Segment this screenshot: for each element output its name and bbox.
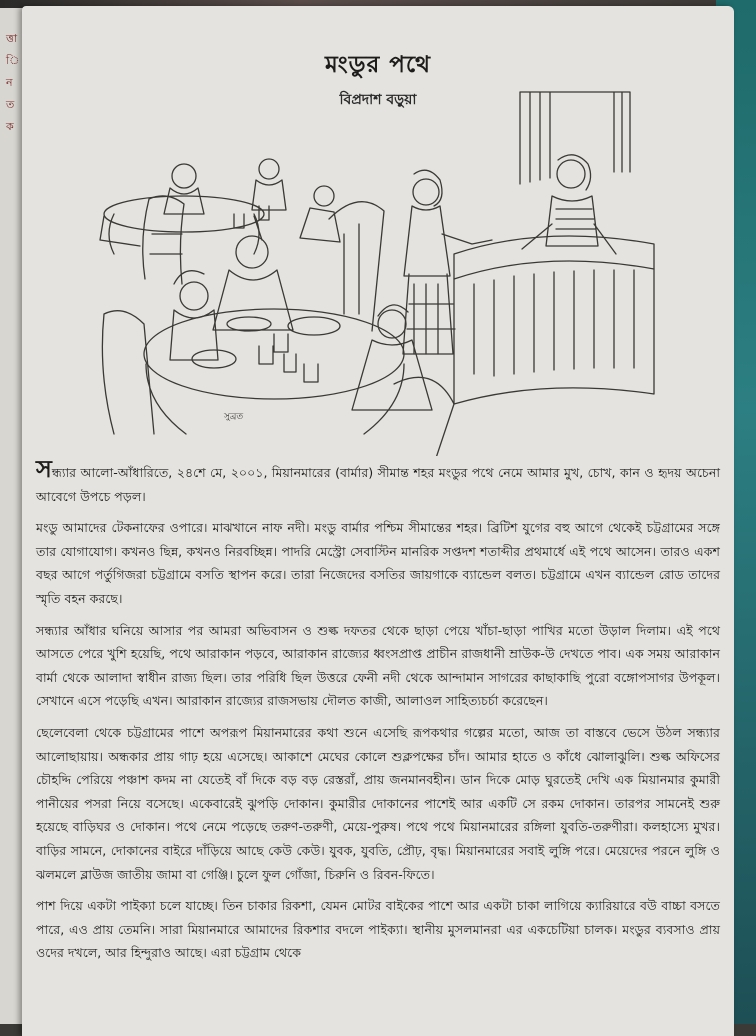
prev-mark: ত <box>6 98 15 111</box>
book-page <box>22 6 734 1036</box>
prev-mark: ক <box>6 120 14 133</box>
paragraph: পাশ দিয়ে একটা পাইক্যা চলে যাচ্ছে। তিন চাকার রিকশা, যেমন মোটর বাইকের পাশে আর একটা চাকা লাগিয়ে ক্যারিয়ারে বউ বাচ্চা বসতে পারে, এও প্রায় তেমনি। সারা মিয়ানমারে আমাদের রিকশার বদলে পাইক্যা। স্থানীয় মুসলমানরা এর একচেটিয়া চালক। মংডুর ব্যবসাও প্রায় ওদের দখলে, আর হিন্দুরাও আছে। এরা চট্টগ্রাম থেকে <box>36 898 720 961</box>
restaurant-illustration <box>74 84 656 456</box>
paragraph <box>36 455 720 508</box>
prev-mark: ি <box>6 54 20 67</box>
illustration-signature: সুব্রত <box>224 412 244 422</box>
author-name: বিপ্রদাশ বড়ুয়া <box>339 92 417 108</box>
paragraph: ছেলেবেলা থেকে চট্টগ্রামের পাশে অপরূপ মিয়ানমারের কথা শুনে এসেছি রূপকথার গল্পের মতো, আজ তা বাস্তবে ভেসে উঠল সন্ধ্যার আলোছায়ায়। অন্ধকার প্রায় গাঢ় হয়ে এসেছে। আকাশে মেঘের কোলে শুক্লপক্ষের চাঁদ। আমার হাতে ও কাঁধে ঝোলাঝুলি। শুল্ক অফিসের চৌহদ্দি পেরিয়ে পঞ্চাশ কদম না যেতেই বাঁ দিকে বড় বড় রেস্তরাঁ, প্রায় জনমানবহীন। ডান দিকে মোড় ঘুরতেই দেখি এক মিয়ানমার কুমারী পানীয়ের পসরা নিয়ে বসেছে। একেবারেই ঝুপড়ি দোকান। কুমারীর দোকানের পাশেই আর একটি সে রকম দোকান। তারপর সামনেই শুরু হয়েছে বাড়িঘর ও দোকান। পথে নেমে পড়েছে তরুণ-তরুণী, মেয়ে-পুরুষ। পথে পথে মিয়ানমারের রঙ্গিলা যুবতি-তরুণীরা। কলহাস্যে মুখর। বাড়ির সামনে, দোকানের বাইরে দাঁড়িয়ে আছে কেউ কেউ। যুবক, যুবতি, প্রৌঢ়, বৃদ্ধ। মিয়ানমারের সবাই লুঙ্গি পরে। মেয়েদের পরনে লুঙ্গি ও ঝলমলে ব্লাউজ জাতীয় জামা বা গেঞ্জি। চুলে ফুল গোঁজা, চিরুনি ও রিবন-ফিতে। <box>36 724 720 882</box>
prev-mark: ত্তা <box>6 32 18 45</box>
paragraph: সন্ধ্যার আঁধার ঘনিয়ে আসার পর আমরা অভিবাসন ও শুল্ক দফতর থেকে ছাড়া পেয়ে খাঁচা-ছাড়া পাখির মতো উড়াল দিলাম। এই পথে আসতে পেরে খুশি হয়েছি, পথে আরাকান পড়বে, আরাকান রাজ্যের ধ্বংসপ্রাপ্ত প্রাচীন রাজধানী ম্রাউক-উ দেখতে পাব। এক সময় আরাকান বার্মা থেকে আলাদা স্বাধীন রাজ্য ছিল। তার পরিধি ছিল উত্তরে ফেনী নদী থেকে আন্দামান সাগরের কাছাকাছি পুরো বঙ্গোপসাগর উপকূল। সেখানে এসে পড়েছি এখন। আরাকান রাজ্যের রাজসভায় দৌলত কাজী, আলাওল সাহিত্যচর্চা করেছেন। <box>36 622 720 709</box>
article-body <box>36 455 720 973</box>
drop-cap: স <box>36 455 52 483</box>
prev-mark: ন <box>6 76 13 89</box>
paragraph: মংডু আমাদের টেকনাফের ওপারে। মাঝখানে নাফ নদী। মংডু বার্মার পশ্চিম সীমান্তের শহর। ব্রিটিশ যুগের বহু আগে থেকেই চট্টগ্রামের সঙ্গে তার যোগাযোগ। কখনও ছিন্ন, কখনও নিরবচ্ছিন্ন। পাদরি মেস্ট্রো সেবাস্টিন মানরিক সপ্তদশ শতাব্দীর প্রথমার্ধে এই পথে আসেন। তারও একশ বছর আগে পর্তুগিজরা চট্টগ্রামে বসতি স্থাপন করে। তারা নিজেদের বসতির জায়গাকে ব্যান্ডেল বলত। চট্টগ্রামে এখন ব্যান্ডেল রোড তাদের স্মৃতি বহন করছে। <box>36 520 720 606</box>
paragraph-text: ন্ধ্যার আলো-আঁধারিতে, ২৪শে মে, ২০০১, মিয়ানমারের (বার্মার) সীমান্ত শহর মংডুর পথে নেমে আমার মুখ, চোখ, কান ও হৃদয় অচেনা আবেগে উপচে পড়ল। <box>36 465 720 504</box>
page-title: মংডুর পথে <box>324 52 431 78</box>
